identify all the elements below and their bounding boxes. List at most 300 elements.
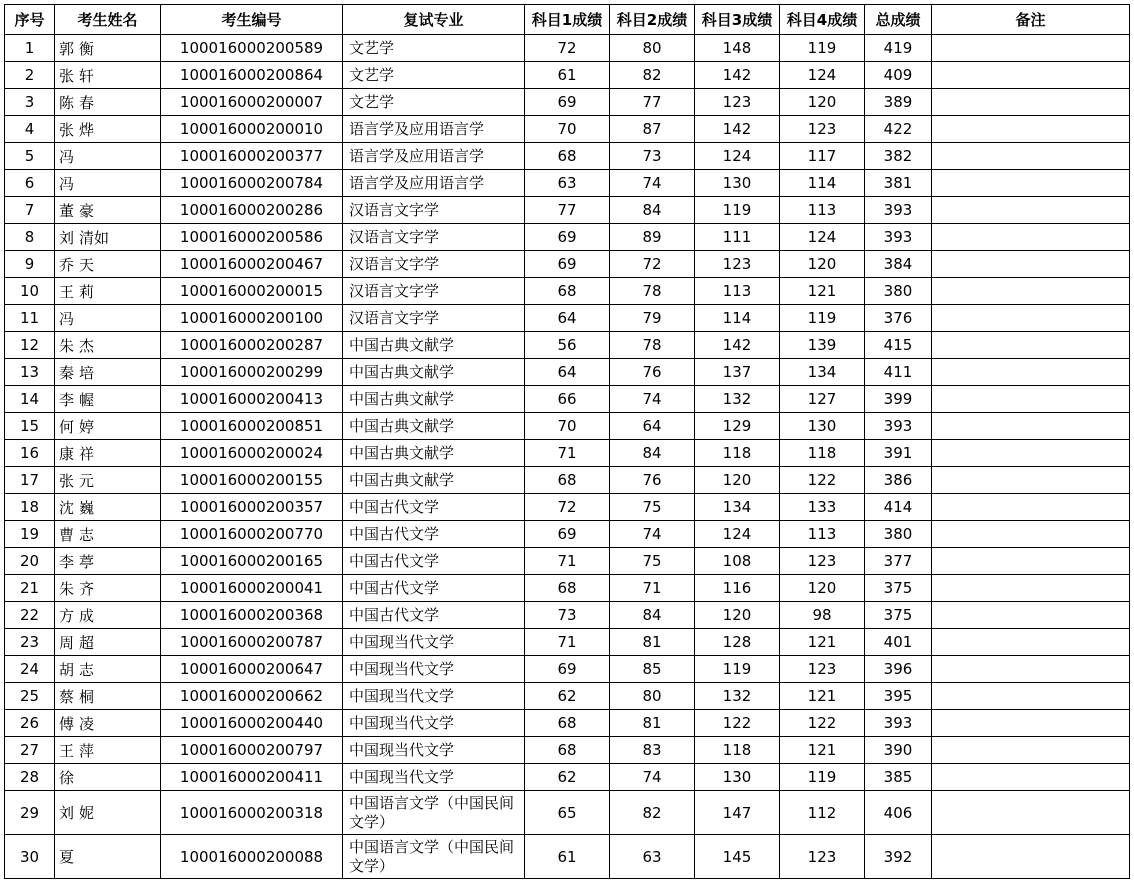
table-row xyxy=(5,251,1130,278)
header-subject2: 科目2成绩 xyxy=(610,5,695,35)
cell-subject4: 98 xyxy=(780,602,865,629)
cell-exam-id: 100016000200770 xyxy=(161,521,343,548)
cell-exam-id: 100016000200010 xyxy=(161,116,343,143)
cell-remark xyxy=(932,467,1130,494)
cell-surname: 方 xyxy=(59,606,75,625)
cell-remark xyxy=(932,710,1130,737)
cell-remark xyxy=(932,278,1130,305)
cell-subject1: 72 xyxy=(525,494,610,521)
cell-subject2: 77 xyxy=(610,89,695,116)
cell-total: 389 xyxy=(865,89,932,116)
cell-exam-id: 100016000200787 xyxy=(161,629,343,656)
cell-name xyxy=(55,656,161,683)
cell-subject3: 142 xyxy=(695,116,780,143)
cell-seq: 16 xyxy=(5,440,55,467)
cell-subject1: 64 xyxy=(525,359,610,386)
table-row xyxy=(5,710,1130,737)
cell-surname: 夏 xyxy=(59,848,75,866)
cell-name xyxy=(55,386,161,413)
table-row xyxy=(5,62,1130,89)
cell-subject2: 79 xyxy=(610,305,695,332)
cell-remark xyxy=(932,413,1130,440)
cell-surname: 何 xyxy=(59,417,75,436)
cell-name xyxy=(55,737,161,764)
cell-given-name: 天 xyxy=(79,255,95,274)
cell-exam-id: 100016000200299 xyxy=(161,359,343,386)
cell-name xyxy=(55,62,161,89)
table-row xyxy=(5,143,1130,170)
cell-remark xyxy=(932,62,1130,89)
cell-subject2: 74 xyxy=(610,521,695,548)
cell-subject3: 120 xyxy=(695,467,780,494)
cell-seq: 25 xyxy=(5,683,55,710)
cell-subject1: 65 xyxy=(525,791,610,835)
table-row xyxy=(5,737,1130,764)
cell-total: 419 xyxy=(865,35,932,62)
cell-remark xyxy=(932,197,1130,224)
cell-remark xyxy=(932,494,1130,521)
cell-total: 393 xyxy=(865,413,932,440)
cell-total: 390 xyxy=(865,737,932,764)
table-row xyxy=(5,629,1130,656)
cell-total: 392 xyxy=(865,835,932,879)
cell-name xyxy=(55,575,161,602)
cell-subject4: 122 xyxy=(780,467,865,494)
cell-exam-id: 100016000200864 xyxy=(161,62,343,89)
table-row xyxy=(5,305,1130,332)
cell-given-name: 婷 xyxy=(79,417,95,436)
cell-surname: 蔡 xyxy=(59,687,75,706)
cell-major: 中国古代文学 xyxy=(343,494,525,521)
cell-surname: 徐 xyxy=(59,768,75,787)
cell-surname: 张 xyxy=(59,120,75,139)
cell-subject2: 80 xyxy=(610,35,695,62)
cell-total: 380 xyxy=(865,278,932,305)
cell-major: 汉语言文字学 xyxy=(343,197,525,224)
cell-surname: 朱 xyxy=(59,579,75,598)
cell-remark xyxy=(932,683,1130,710)
cell-subject3: 147 xyxy=(695,791,780,835)
cell-major: 文艺学 xyxy=(343,35,525,62)
cell-subject4: 121 xyxy=(780,737,865,764)
cell-seq: 5 xyxy=(5,143,55,170)
cell-subject1: 71 xyxy=(525,548,610,575)
cell-subject4: 120 xyxy=(780,575,865,602)
cell-subject1: 62 xyxy=(525,764,610,791)
cell-seq: 22 xyxy=(5,602,55,629)
cell-subject4: 121 xyxy=(780,629,865,656)
cell-subject1: 68 xyxy=(525,143,610,170)
cell-given-name: 轩 xyxy=(79,66,95,85)
cell-name xyxy=(55,35,161,62)
cell-subject1: 63 xyxy=(525,170,610,197)
cell-subject3: 142 xyxy=(695,62,780,89)
cell-subject3: 119 xyxy=(695,656,780,683)
cell-subject2: 75 xyxy=(610,548,695,575)
cell-name xyxy=(55,89,161,116)
cell-seq: 13 xyxy=(5,359,55,386)
cell-seq: 15 xyxy=(5,413,55,440)
table-row xyxy=(5,835,1130,879)
cell-subject2: 81 xyxy=(610,629,695,656)
cell-subject1: 71 xyxy=(525,629,610,656)
cell-remark xyxy=(932,737,1130,764)
cell-subject3: 123 xyxy=(695,89,780,116)
cell-name xyxy=(55,143,161,170)
cell-subject4: 139 xyxy=(780,332,865,359)
table-row xyxy=(5,386,1130,413)
cell-seq: 23 xyxy=(5,629,55,656)
cell-remark xyxy=(932,602,1130,629)
cell-major: 语言学及应用语言学 xyxy=(343,116,525,143)
cell-remark xyxy=(932,764,1130,791)
cell-surname: 刘 xyxy=(59,804,75,822)
cell-given-name: 豪 xyxy=(79,201,95,220)
cell-major: 中国现当代文学 xyxy=(343,710,525,737)
cell-subject1: 69 xyxy=(525,656,610,683)
cell-given-name: 齐 xyxy=(79,579,95,598)
cell-subject3: 120 xyxy=(695,602,780,629)
cell-exam-id: 100016000200662 xyxy=(161,683,343,710)
table-row xyxy=(5,359,1130,386)
cell-major: 中国古典文献学 xyxy=(343,467,525,494)
cell-name xyxy=(55,548,161,575)
table-row xyxy=(5,791,1130,835)
cell-subject2: 72 xyxy=(610,251,695,278)
cell-seq: 20 xyxy=(5,548,55,575)
cell-remark xyxy=(932,170,1130,197)
cell-subject4: 134 xyxy=(780,359,865,386)
table-row xyxy=(5,683,1130,710)
cell-subject1: 77 xyxy=(525,197,610,224)
header-subject4: 科目4成绩 xyxy=(780,5,865,35)
cell-major: 中国语言文学（中国民间文学） xyxy=(343,791,525,835)
cell-subject2: 82 xyxy=(610,62,695,89)
cell-remark xyxy=(932,521,1130,548)
cell-total: 422 xyxy=(865,116,932,143)
cell-given-name: 桐 xyxy=(79,687,95,706)
cell-given-name: 衡 xyxy=(79,39,95,58)
cell-subject2: 74 xyxy=(610,170,695,197)
cell-total: 384 xyxy=(865,251,932,278)
cell-surname: 李 xyxy=(59,390,75,409)
cell-seq: 6 xyxy=(5,170,55,197)
cell-remark xyxy=(932,835,1130,879)
table-row xyxy=(5,440,1130,467)
table-row xyxy=(5,467,1130,494)
cell-major: 中国古典文献学 xyxy=(343,359,525,386)
cell-surname: 郭 xyxy=(59,39,75,58)
cell-name xyxy=(55,332,161,359)
cell-subject4: 122 xyxy=(780,710,865,737)
cell-seq: 4 xyxy=(5,116,55,143)
cell-major: 中国古典文献学 xyxy=(343,386,525,413)
cell-seq: 9 xyxy=(5,251,55,278)
cell-subject2: 63 xyxy=(610,835,695,879)
header-seq: 序号 xyxy=(5,5,55,35)
cell-surname: 朱 xyxy=(59,336,75,355)
cell-major: 语言学及应用语言学 xyxy=(343,170,525,197)
cell-seq: 30 xyxy=(5,835,55,879)
cell-subject4: 127 xyxy=(780,386,865,413)
cell-subject2: 82 xyxy=(610,791,695,835)
cell-major: 语言学及应用语言学 xyxy=(343,143,525,170)
cell-subject4: 130 xyxy=(780,413,865,440)
cell-seq: 7 xyxy=(5,197,55,224)
cell-name xyxy=(55,521,161,548)
cell-major: 中国古典文献学 xyxy=(343,332,525,359)
cell-subject3: 124 xyxy=(695,521,780,548)
cell-subject2: 76 xyxy=(610,467,695,494)
cell-surname: 曹 xyxy=(59,525,75,544)
cell-exam-id: 100016000200377 xyxy=(161,143,343,170)
table-row xyxy=(5,575,1130,602)
cell-subject4: 119 xyxy=(780,35,865,62)
cell-exam-id: 100016000200165 xyxy=(161,548,343,575)
cell-subject4: 113 xyxy=(780,521,865,548)
cell-subject2: 64 xyxy=(610,413,695,440)
cell-total: 393 xyxy=(865,224,932,251)
table-row xyxy=(5,170,1130,197)
cell-subject2: 81 xyxy=(610,710,695,737)
cell-major: 汉语言文字学 xyxy=(343,305,525,332)
cell-subject1: 70 xyxy=(525,116,610,143)
cell-exam-id: 100016000200024 xyxy=(161,440,343,467)
cell-subject4: 133 xyxy=(780,494,865,521)
cell-surname: 冯 xyxy=(59,309,75,328)
cell-seq: 3 xyxy=(5,89,55,116)
cell-subject1: 69 xyxy=(525,224,610,251)
cell-exam-id: 100016000200318 xyxy=(161,791,343,835)
cell-subject4: 118 xyxy=(780,440,865,467)
cell-given-name: 超 xyxy=(79,633,95,652)
cell-major: 文艺学 xyxy=(343,62,525,89)
cell-subject3: 130 xyxy=(695,170,780,197)
cell-subject1: 68 xyxy=(525,278,610,305)
cell-subject4: 124 xyxy=(780,224,865,251)
cell-major: 汉语言文字学 xyxy=(343,251,525,278)
cell-remark xyxy=(932,224,1130,251)
cell-subject2: 73 xyxy=(610,143,695,170)
cell-seq: 17 xyxy=(5,467,55,494)
cell-remark xyxy=(932,386,1130,413)
cell-exam-id: 100016000200100 xyxy=(161,305,343,332)
table-row xyxy=(5,197,1130,224)
cell-exam-id: 100016000200088 xyxy=(161,835,343,879)
cell-surname: 冯 xyxy=(59,147,75,166)
cell-subject3: 132 xyxy=(695,386,780,413)
cell-remark xyxy=(932,116,1130,143)
cell-remark xyxy=(932,656,1130,683)
cell-seq: 11 xyxy=(5,305,55,332)
cell-exam-id: 100016000200041 xyxy=(161,575,343,602)
cell-subject3: 119 xyxy=(695,197,780,224)
cell-surname: 董 xyxy=(59,201,75,220)
cell-total: 385 xyxy=(865,764,932,791)
cell-surname: 乔 xyxy=(59,255,75,274)
cell-major: 文艺学 xyxy=(343,89,525,116)
cell-seq: 8 xyxy=(5,224,55,251)
cell-total: 380 xyxy=(865,521,932,548)
cell-remark xyxy=(932,89,1130,116)
cell-seq: 29 xyxy=(5,791,55,835)
cell-subject1: 56 xyxy=(525,332,610,359)
cell-surname: 王 xyxy=(59,282,75,301)
cell-subject4: 119 xyxy=(780,305,865,332)
cell-subject2: 80 xyxy=(610,683,695,710)
cell-total: 396 xyxy=(865,656,932,683)
cell-exam-id: 100016000200589 xyxy=(161,35,343,62)
cell-name xyxy=(55,602,161,629)
cell-seq: 18 xyxy=(5,494,55,521)
table-row xyxy=(5,602,1130,629)
cell-subject3: 123 xyxy=(695,251,780,278)
table-row xyxy=(5,278,1130,305)
cell-name xyxy=(55,197,161,224)
cell-total: 411 xyxy=(865,359,932,386)
cell-given-name: 祥 xyxy=(79,444,95,463)
cell-surname: 张 xyxy=(59,66,75,85)
cell-exam-id: 100016000200784 xyxy=(161,170,343,197)
cell-remark xyxy=(932,332,1130,359)
table-row xyxy=(5,764,1130,791)
cell-seq: 12 xyxy=(5,332,55,359)
cell-exam-id: 100016000200286 xyxy=(161,197,343,224)
cell-name xyxy=(55,413,161,440)
cell-subject2: 75 xyxy=(610,494,695,521)
cell-remark xyxy=(932,575,1130,602)
cell-remark xyxy=(932,359,1130,386)
cell-subject2: 71 xyxy=(610,575,695,602)
cell-total: 391 xyxy=(865,440,932,467)
cell-subject1: 68 xyxy=(525,710,610,737)
header-remark: 备注 xyxy=(932,5,1130,35)
table-row xyxy=(5,116,1130,143)
cell-surname: 沈 xyxy=(59,498,75,517)
cell-name xyxy=(55,305,161,332)
cell-surname: 冯 xyxy=(59,174,75,193)
cell-seq: 27 xyxy=(5,737,55,764)
cell-exam-id: 100016000200586 xyxy=(161,224,343,251)
cell-surname: 张 xyxy=(59,471,75,490)
table-row xyxy=(5,89,1130,116)
cell-major: 中国语言文学（中国民间文学） xyxy=(343,835,525,879)
cell-subject3: 114 xyxy=(695,305,780,332)
cell-subject3: 116 xyxy=(695,575,780,602)
table-row xyxy=(5,35,1130,62)
cell-exam-id: 100016000200413 xyxy=(161,386,343,413)
cell-given-name: 烨 xyxy=(79,120,95,139)
cell-major: 汉语言文字学 xyxy=(343,278,525,305)
cell-major: 汉语言文字学 xyxy=(343,224,525,251)
cell-subject3: 111 xyxy=(695,224,780,251)
cell-total: 381 xyxy=(865,170,932,197)
cell-given-name: 培 xyxy=(79,363,95,382)
cell-remark xyxy=(932,440,1130,467)
cell-subject3: 129 xyxy=(695,413,780,440)
cell-given-name: 凌 xyxy=(79,714,95,733)
cell-subject3: 142 xyxy=(695,332,780,359)
cell-exam-id: 100016000200797 xyxy=(161,737,343,764)
cell-name xyxy=(55,170,161,197)
cell-exam-id: 100016000200015 xyxy=(161,278,343,305)
cell-major: 中国现当代文学 xyxy=(343,683,525,710)
cell-seq: 28 xyxy=(5,764,55,791)
cell-subject3: 132 xyxy=(695,683,780,710)
cell-major: 中国现当代文学 xyxy=(343,737,525,764)
table-row xyxy=(5,413,1130,440)
cell-total: 415 xyxy=(865,332,932,359)
cell-remark xyxy=(932,629,1130,656)
cell-total: 386 xyxy=(865,467,932,494)
cell-given-name: 莉 xyxy=(79,282,95,301)
cell-exam-id: 100016000200287 xyxy=(161,332,343,359)
cell-exam-id: 100016000200440 xyxy=(161,710,343,737)
table-row xyxy=(5,521,1130,548)
cell-seq: 10 xyxy=(5,278,55,305)
cell-seq: 2 xyxy=(5,62,55,89)
cell-subject1: 64 xyxy=(525,305,610,332)
cell-total: 376 xyxy=(865,305,932,332)
cell-remark xyxy=(932,35,1130,62)
cell-subject3: 128 xyxy=(695,629,780,656)
cell-surname: 胡 xyxy=(59,660,75,679)
cell-seq: 26 xyxy=(5,710,55,737)
cell-exam-id: 100016000200007 xyxy=(161,89,343,116)
cell-subject4: 121 xyxy=(780,683,865,710)
cell-subject2: 84 xyxy=(610,440,695,467)
cell-given-name: 葶 xyxy=(79,552,95,571)
header-exam-id: 考生编号 xyxy=(161,5,343,35)
cell-subject3: 122 xyxy=(695,710,780,737)
header-major: 复试专业 xyxy=(343,5,525,35)
cell-subject1: 61 xyxy=(525,835,610,879)
cell-surname: 秦 xyxy=(59,363,75,382)
cell-exam-id: 100016000200357 xyxy=(161,494,343,521)
cell-major: 中国现当代文学 xyxy=(343,656,525,683)
cell-total: 375 xyxy=(865,602,932,629)
cell-major: 中国古代文学 xyxy=(343,521,525,548)
cell-surname: 王 xyxy=(59,741,75,760)
cell-subject1: 70 xyxy=(525,413,610,440)
cell-given-name: 巍 xyxy=(79,498,95,517)
table-row xyxy=(5,332,1130,359)
header-subject1: 科目1成绩 xyxy=(525,5,610,35)
cell-given-name: 萍 xyxy=(79,741,95,760)
cell-subject3: 113 xyxy=(695,278,780,305)
cell-subject1: 66 xyxy=(525,386,610,413)
cell-major: 中国古代文学 xyxy=(343,548,525,575)
cell-subject4: 121 xyxy=(780,278,865,305)
cell-given-name: 志 xyxy=(79,660,95,679)
cell-surname: 刘 xyxy=(59,228,75,247)
cell-seq: 19 xyxy=(5,521,55,548)
cell-total: 377 xyxy=(865,548,932,575)
cell-exam-id: 100016000200851 xyxy=(161,413,343,440)
cell-major: 中国古代文学 xyxy=(343,575,525,602)
cell-subject4: 124 xyxy=(780,62,865,89)
cell-name xyxy=(55,835,161,879)
cell-subject2: 87 xyxy=(610,116,695,143)
header-name: 考生姓名 xyxy=(55,5,161,35)
cell-subject2: 78 xyxy=(610,332,695,359)
cell-subject3: 148 xyxy=(695,35,780,62)
cell-subject4: 113 xyxy=(780,197,865,224)
cell-subject1: 62 xyxy=(525,683,610,710)
cell-subject3: 130 xyxy=(695,764,780,791)
cell-given-name: 杰 xyxy=(79,336,95,355)
cell-subject1: 68 xyxy=(525,467,610,494)
